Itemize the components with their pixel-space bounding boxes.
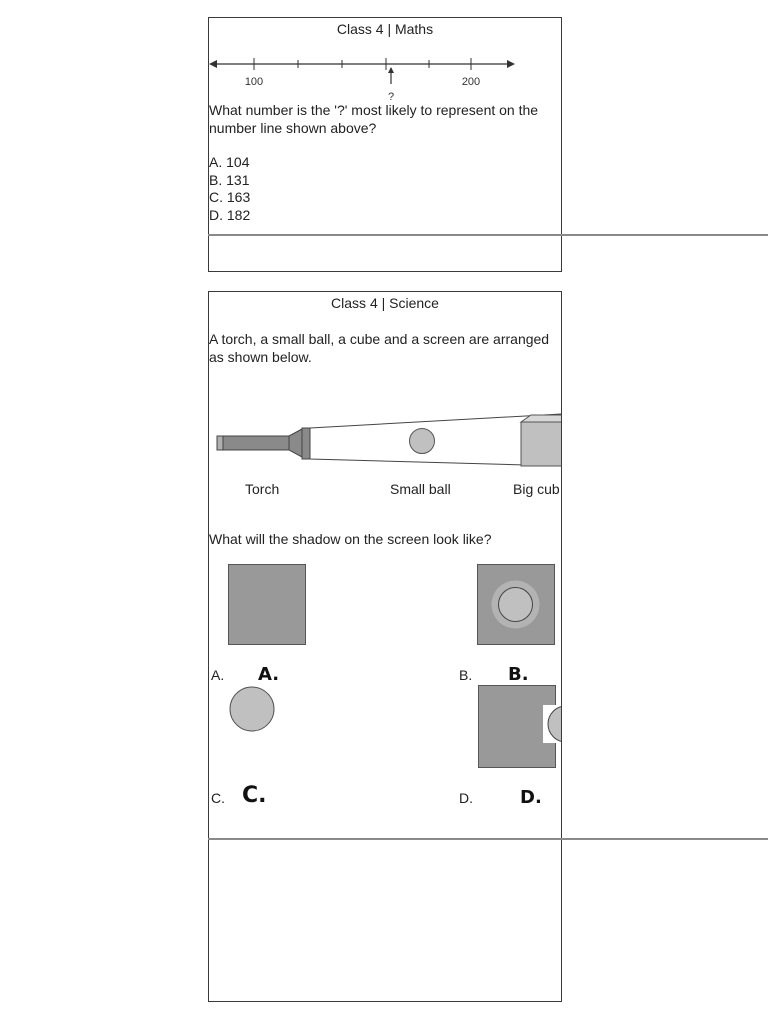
label-small-ball: Small ball bbox=[390, 481, 451, 497]
tick-label-100: 100 bbox=[244, 76, 264, 88]
torch-handle bbox=[217, 436, 289, 450]
torch-cap bbox=[217, 436, 223, 450]
maths-header: Class 4 | Maths bbox=[336, 21, 434, 37]
torch-head bbox=[302, 428, 310, 459]
maths-option-c: C. 163 bbox=[209, 189, 251, 205]
answer-label-a: A. bbox=[211, 667, 225, 683]
answer-bold-label-c: C. bbox=[242, 783, 267, 808]
shadow-option-d-square-with-circle-edge bbox=[478, 685, 562, 769]
question-marker-arrowhead bbox=[388, 67, 394, 73]
maths-option-b: B. 131 bbox=[209, 171, 250, 188]
number-line-right-arrow bbox=[507, 60, 515, 68]
number-line-left-arrow bbox=[209, 60, 217, 68]
torch-neck bbox=[289, 429, 302, 457]
shadow-option-c-circle bbox=[229, 686, 277, 734]
answer-bold-label-b: B. bbox=[508, 664, 529, 685]
question-marker-label: ? bbox=[387, 91, 395, 102]
label-big-cube: Big cub bbox=[513, 481, 560, 497]
answer-label-c: C. bbox=[211, 790, 225, 806]
answer-label-b: B. bbox=[459, 667, 473, 683]
torch-ball-cube-diagram bbox=[209, 407, 561, 477]
maths-option-d: D. 182 bbox=[209, 206, 251, 223]
section-divider bbox=[208, 838, 768, 840]
small-ball bbox=[410, 429, 435, 454]
number-line-diagram bbox=[209, 54, 561, 102]
label-torch: Torch bbox=[245, 481, 280, 497]
shadow-option-a-square bbox=[228, 564, 308, 646]
science-intro-text: A torch, a small ball, a cube and a screen are arranged as shown below. bbox=[209, 331, 550, 365]
big-cube bbox=[521, 422, 561, 466]
science-header: Class 4 | Science bbox=[331, 295, 439, 311]
tick-label-200: 200 bbox=[461, 76, 481, 88]
science-question-card bbox=[208, 291, 562, 1002]
maths-option-a: A. 104 bbox=[209, 154, 250, 170]
science-question-text: What will the shadow on the screen look like? bbox=[209, 531, 492, 547]
maths-question-text: What number is the '?' most likely to represent on the number line shown above? bbox=[209, 102, 539, 136]
shadow-option-b-square-with-circle bbox=[477, 564, 557, 646]
answer-label-d: D. bbox=[459, 790, 473, 806]
answer-bold-label-d: D. bbox=[520, 787, 542, 808]
answer-bold-label-a: A. bbox=[258, 664, 280, 685]
section-divider bbox=[208, 234, 768, 236]
